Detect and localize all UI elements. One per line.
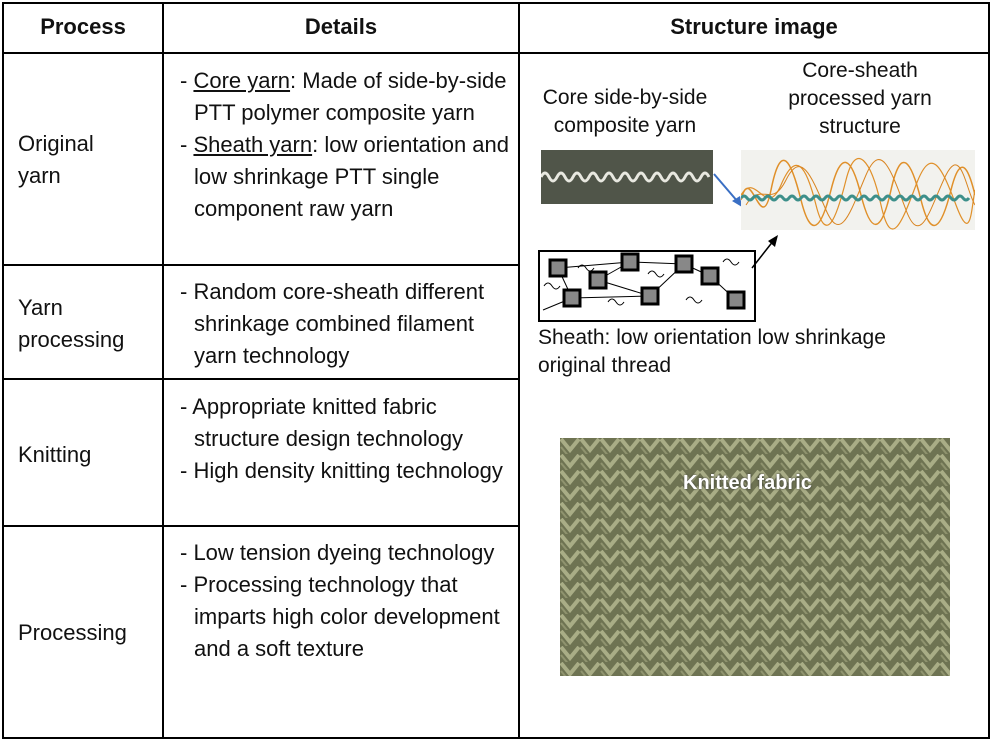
- sheath-thread-diagram: [538, 250, 756, 322]
- border-right: [988, 2, 990, 739]
- header-details: Details: [304, 14, 378, 39]
- core-sheath-label: Core-sheath processed yarn structure: [788, 59, 932, 138]
- header-divider: [2, 52, 990, 54]
- knitted-fabric-label: Knitted fabric: [683, 472, 812, 494]
- details-item: - High density knitting technology: [180, 458, 503, 483]
- details-prefix: -: [180, 68, 194, 93]
- col-divider-1: [162, 2, 164, 739]
- core-sheath-image: [741, 150, 975, 230]
- header-structure-image: Structure image: [670, 14, 838, 39]
- details-item: [180, 129, 510, 225]
- row-divider-2: [2, 378, 520, 380]
- process-knitting: Knitting: [18, 442, 92, 467]
- details-item: - Appropriate knitted fabric structure design technology: [180, 394, 464, 451]
- details-text: : Made of side-by-side PTT polymer composite yarn: [194, 68, 507, 125]
- sheath-label: Sheath: low orientation low shrinkage original thread: [538, 326, 886, 377]
- col-divider-2: [518, 2, 520, 739]
- border-bottom: [2, 737, 990, 739]
- details-knitting: [180, 391, 510, 487]
- border-top: [2, 2, 990, 4]
- border-left: [2, 2, 4, 739]
- details-term-sheath-yarn: Sheath yarn: [193, 132, 313, 157]
- process-yarn-processing: Yarn processing: [18, 295, 125, 352]
- details-item: - Low tension dyeing technology: [180, 540, 495, 565]
- details-prefix: -: [180, 132, 194, 157]
- row-divider-1: [2, 264, 520, 266]
- core-yarn-image: [541, 150, 713, 204]
- process-processing: Processing: [18, 620, 127, 645]
- arrow-sheath-to-structure: [750, 232, 782, 272]
- process-original-yarn: Original yarn: [18, 131, 94, 188]
- details-yarn-processing: [180, 276, 510, 372]
- details-original-yarn: [180, 65, 510, 225]
- details-item: [180, 65, 510, 129]
- details-processing: [180, 537, 510, 665]
- details-text: : low orientation and low shrinkage PTT single component raw yarn: [194, 132, 509, 221]
- details-item: - Random core-sheath different shrinkage combined filament yarn technology: [180, 279, 485, 368]
- details-item: - Processing technology that imparts high color development and a soft texture: [180, 572, 500, 661]
- row-divider-3: [2, 525, 520, 527]
- header-process: Process: [40, 14, 126, 39]
- core-yarn-label: Core side-by-side composite yarn: [542, 86, 708, 137]
- details-term-core-yarn: Core yarn: [193, 68, 291, 93]
